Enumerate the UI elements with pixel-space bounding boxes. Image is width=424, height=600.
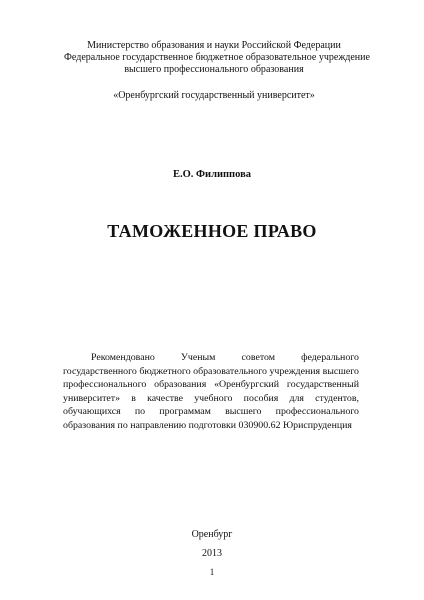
author-name: Е.О. Филиппова <box>172 169 252 180</box>
publication-year: 2013 <box>202 548 222 559</box>
ministry-header <box>64 40 370 76</box>
ministry-line: Министерство образования и науки Российской Федерации <box>87 40 341 51</box>
university-name: «Оренбургский государственный университет» <box>113 90 315 101</box>
ministry-line: Федеральное государственное бюджетное образовательное учреждение <box>64 52 370 63</box>
publication-city: Оренбург <box>191 529 233 540</box>
recommendation-paragraph: Рекомендовано Ученым советом федерального государственного бюджетного образовательного учреждения высшего профессионального образования «Оренбургский государственный университет» в качестве учебного пособия для студентов, обучающихся по программам высшего профессионального образования по направлению подготовки 030900.62 Юриспруденция <box>63 352 359 431</box>
document-title: ТАМОЖЕННОЕ ПРАВО <box>107 221 317 241</box>
page-number: 1 <box>209 567 215 577</box>
ministry-line: высшего профессионального образования <box>124 64 304 75</box>
